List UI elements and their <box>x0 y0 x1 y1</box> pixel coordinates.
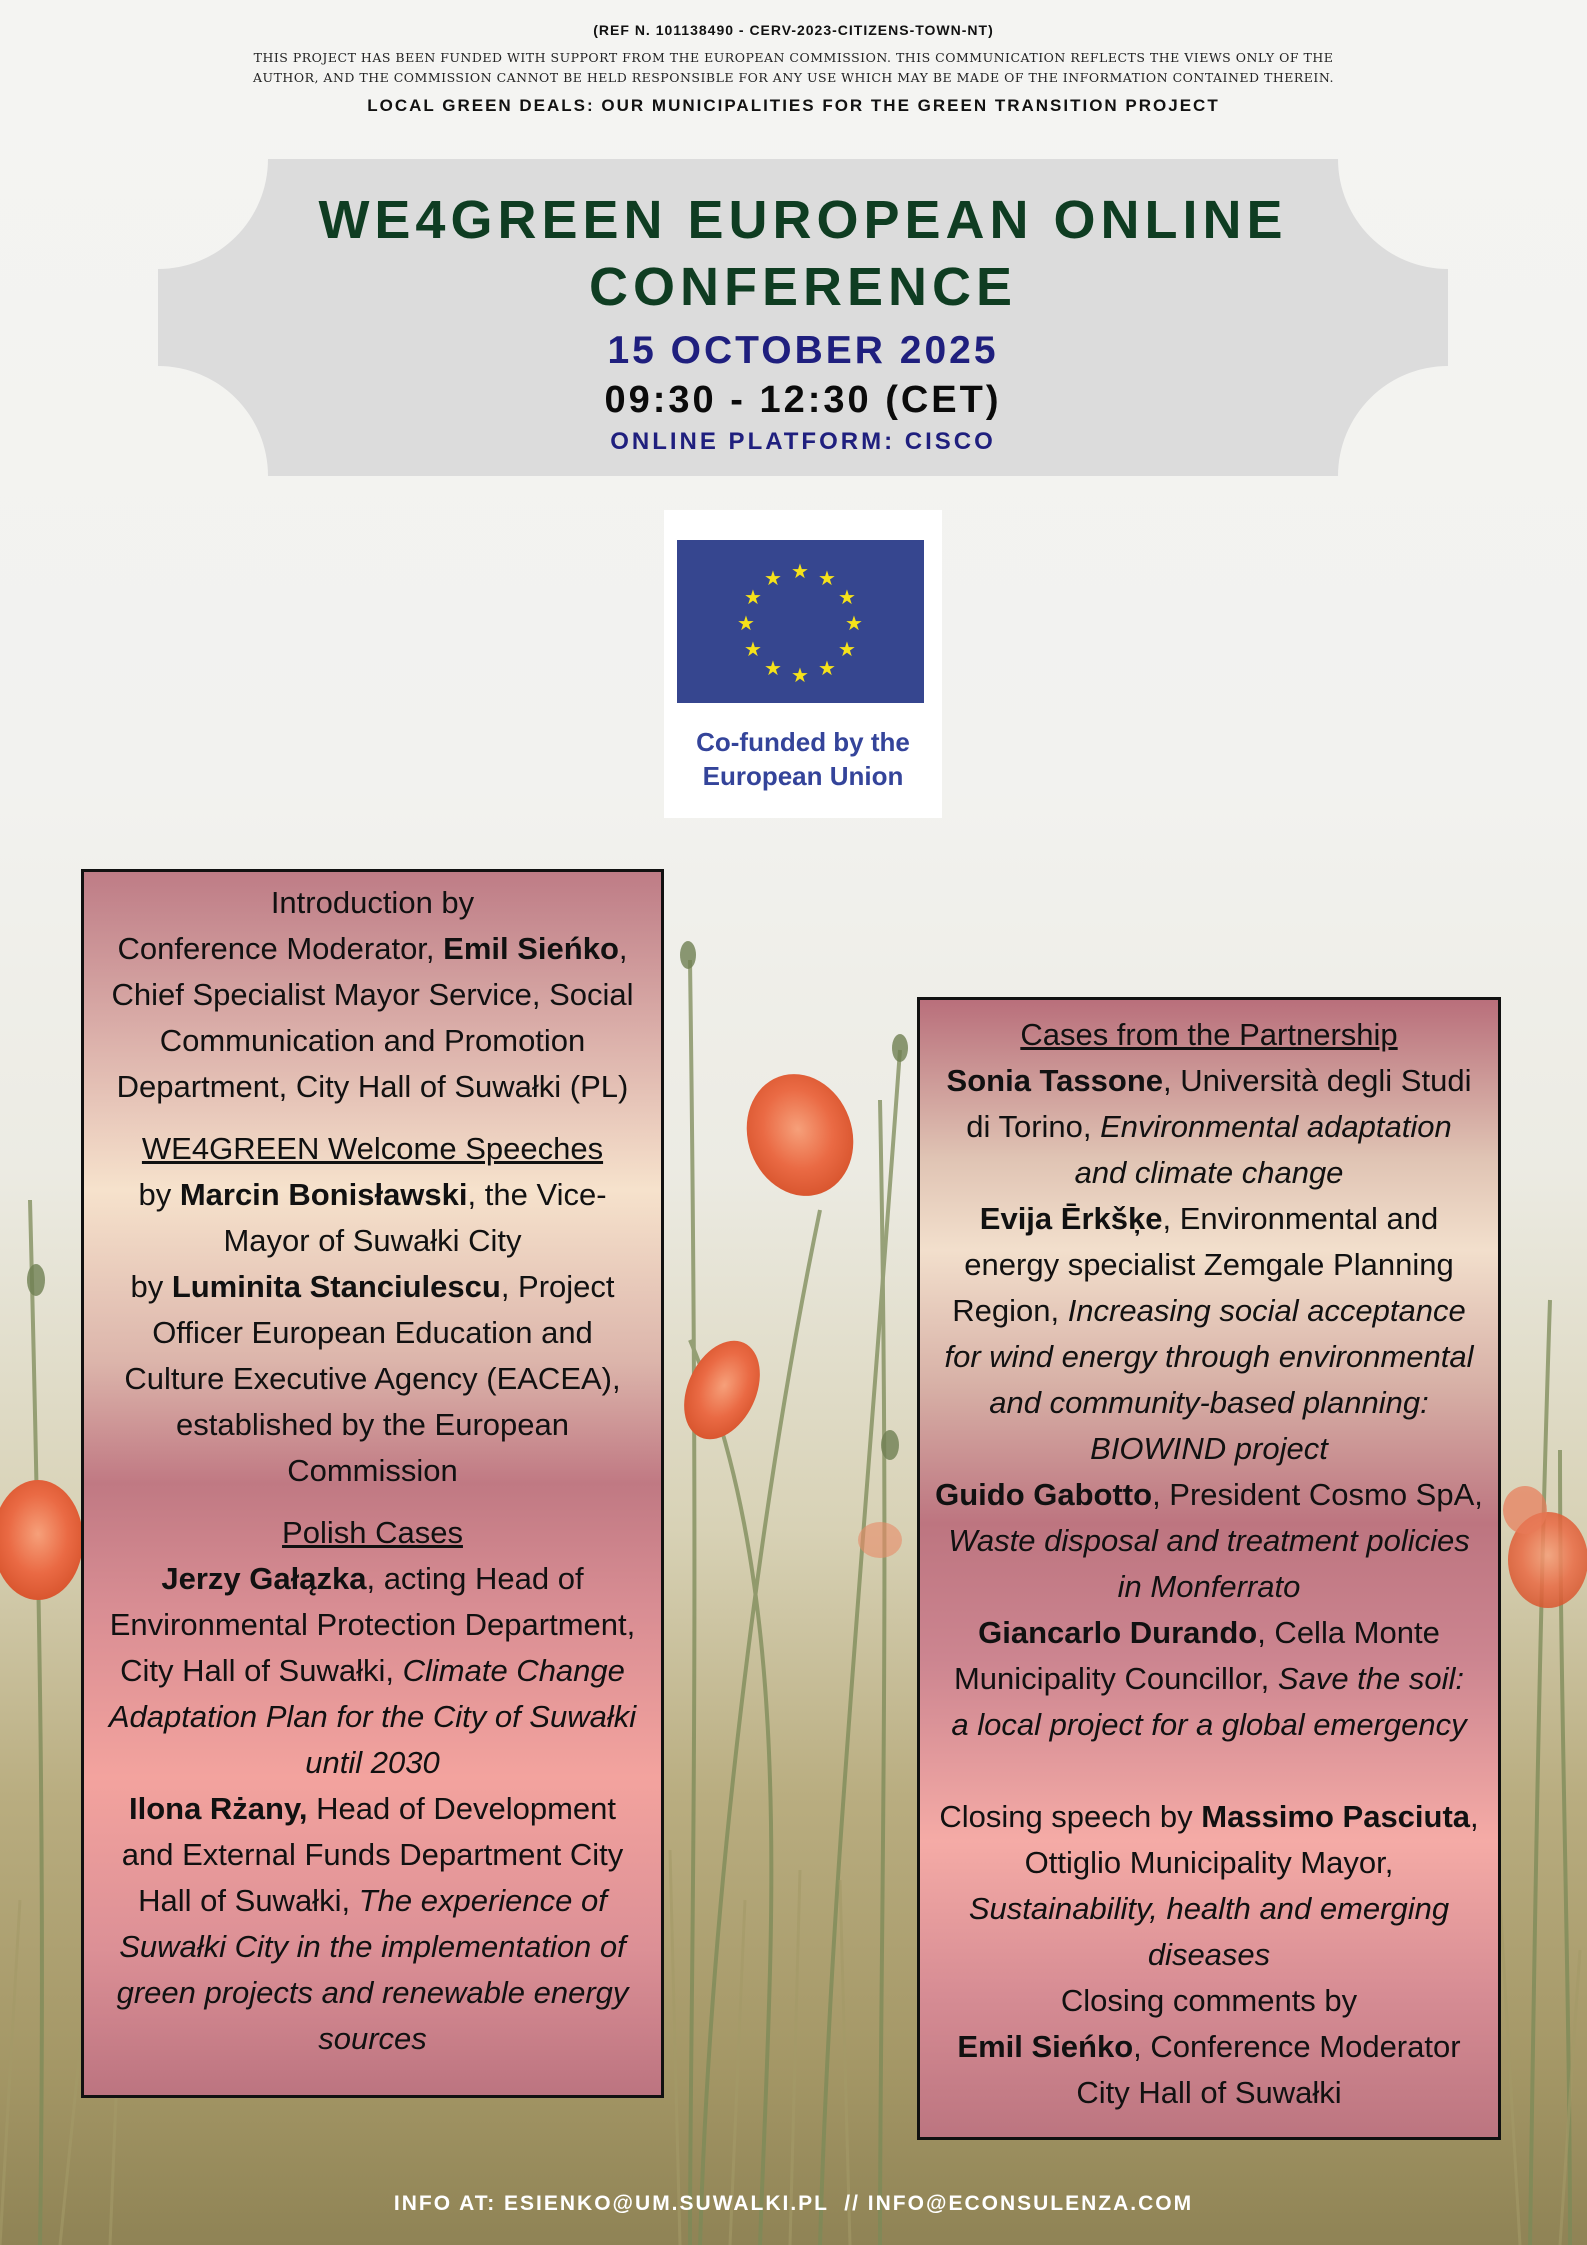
section-heading: Polish Cases <box>282 1515 463 1550</box>
funding-disclaimer: THIS PROJECT HAS BEEN FUNDED WITH SUPPORT FROM THE EUROPEAN COMMISSION. THIS COMMUNICATION REFLECTS THE VIEWS ONLY OF THE AUTHOR, AND THE COMMISSION CANNOT BE HELD RESPONSIBLE FOR ANY USE WHICH MAY BE MADE OF THE INFORMATION CONTAINED THEREIN. <box>253 50 1334 85</box>
reference-number: (REF N. 101138490 - CERV-2023-CITIZENS-TOWN-NT) <box>593 22 994 38</box>
svg-text:★: ★ <box>744 585 762 609</box>
svg-text:★: ★ <box>764 656 782 680</box>
section-heading: Cases from the Partnership <box>1020 1017 1398 1052</box>
speaker-name: Emil Sieńko <box>443 931 619 966</box>
speaker-name: Guido Gabotto <box>935 1477 1153 1512</box>
speaker-name: Luminita Stanciulescu <box>171 1269 501 1304</box>
speaker-name: Sonia Tassone <box>946 1063 1164 1098</box>
svg-text:★: ★ <box>791 663 809 687</box>
introduction-section: Introduction by Conference Moderator, Emil Sieńko, Chief Specialist Mayor Service, Social Communication and Promotion Department, City Hall of Suwałki (PL) <box>111 885 634 1104</box>
speaker-name: Emil Sieńko <box>957 2029 1134 2064</box>
conference-title-line2: CONFERENCE <box>588 257 1018 317</box>
partnership-cases-section: Cases from the Partnership Sonia Tassone, Università degli Studi di Torino, Environmental adaptation and climate change Evija Ērkšķe, Environmental and energy specialist Zemgale Planning Region, Increasing social acceptance for wind energy through environmental and community-based planning: BIOWIND project Guido Gabotto, President Cosmo SpA, Waste disposal and treatment policies in Monferrato Giancarlo Durando, Cella Monte Municipality Councillor, Save the soil: a local project for a global emergency <box>920 1012 1498 1748</box>
header <box>0 22 1587 116</box>
welcome-speeches-section: WE4GREEN Welcome Speeches by Marcin Bonisławski, the Vice- Mayor of Suwałki City by Luminita Stanciulescu, Project Officer European Education and Culture Executive Agency (EACEA), established by the European Commission <box>84 1126 661 1494</box>
svg-text:★: ★ <box>838 585 856 609</box>
closing-section: Closing speech by Massimo Pasciuta, Ottiglio Municipality Mayor, Sustainability, health and emerging diseases Closing comments by Emil Sieńko, Conference Moderator City Hall of Suwałki <box>939 1799 1479 2110</box>
eu-stars-icon <box>677 540 924 703</box>
svg-text:★: ★ <box>791 559 809 583</box>
svg-text:★: ★ <box>818 566 836 590</box>
speaker-name: Jerzy Gałązka <box>161 1561 367 1596</box>
svg-text:★: ★ <box>838 637 856 661</box>
project-name: LOCAL GREEN DEALS: OUR MUNICIPALITIES FOR THE GREEN TRANSITION PROJECT <box>367 96 1220 115</box>
programme-left-panel <box>81 869 664 2098</box>
conference-platform: ONLINE PLATFORM: CISCO <box>610 428 996 455</box>
svg-text:★: ★ <box>845 611 863 635</box>
eu-flag-icon <box>677 540 924 703</box>
svg-text:★: ★ <box>818 656 836 680</box>
section-heading: WE4GREEN Welcome Speeches <box>141 1131 604 1166</box>
programme-right-panel <box>917 997 1501 2140</box>
conference-time: 09:30 - 12:30 (CET) <box>604 379 1002 421</box>
title-banner <box>158 159 1448 476</box>
speaker-name: Giancarlo Durando <box>978 1615 1258 1650</box>
speaker-name: Marcin Bonisławski <box>179 1177 468 1212</box>
svg-text:★: ★ <box>737 611 755 635</box>
conference-title-line1: WE4GREEN EUROPEAN ONLINE <box>318 190 1288 250</box>
speaker-name: Massimo Pasciuta <box>1201 1799 1471 1834</box>
conference-date: 15 OCTOBER 2025 <box>607 329 999 372</box>
eu-cofunded-logo <box>664 510 942 818</box>
speaker-name: Evija Ērkšķe <box>979 1201 1163 1236</box>
svg-text:★: ★ <box>744 637 762 661</box>
speaker-name: Ilona Rżany, <box>128 1791 308 1826</box>
svg-text:★: ★ <box>764 566 782 590</box>
eu-logo-caption: Co-funded by the European Union <box>696 727 910 791</box>
contact-footer: INFO AT: ESIENKO@UM.SUWALKI.PL // INFO@ECONSULENZA.COM <box>393 2192 1194 2215</box>
polish-cases-section: Polish Cases Jerzy Gałązka, acting Head of Environmental Protection Department, City Hall of Suwałki, Climate Change Adaptation Plan for the City of Suwałki until 2030 Ilona Rżany, Head of Development and External Funds Department City Hall of Suwałki, The experience of Suwałki City in the implementation of green projects and renewable energy sources <box>84 1510 661 2062</box>
